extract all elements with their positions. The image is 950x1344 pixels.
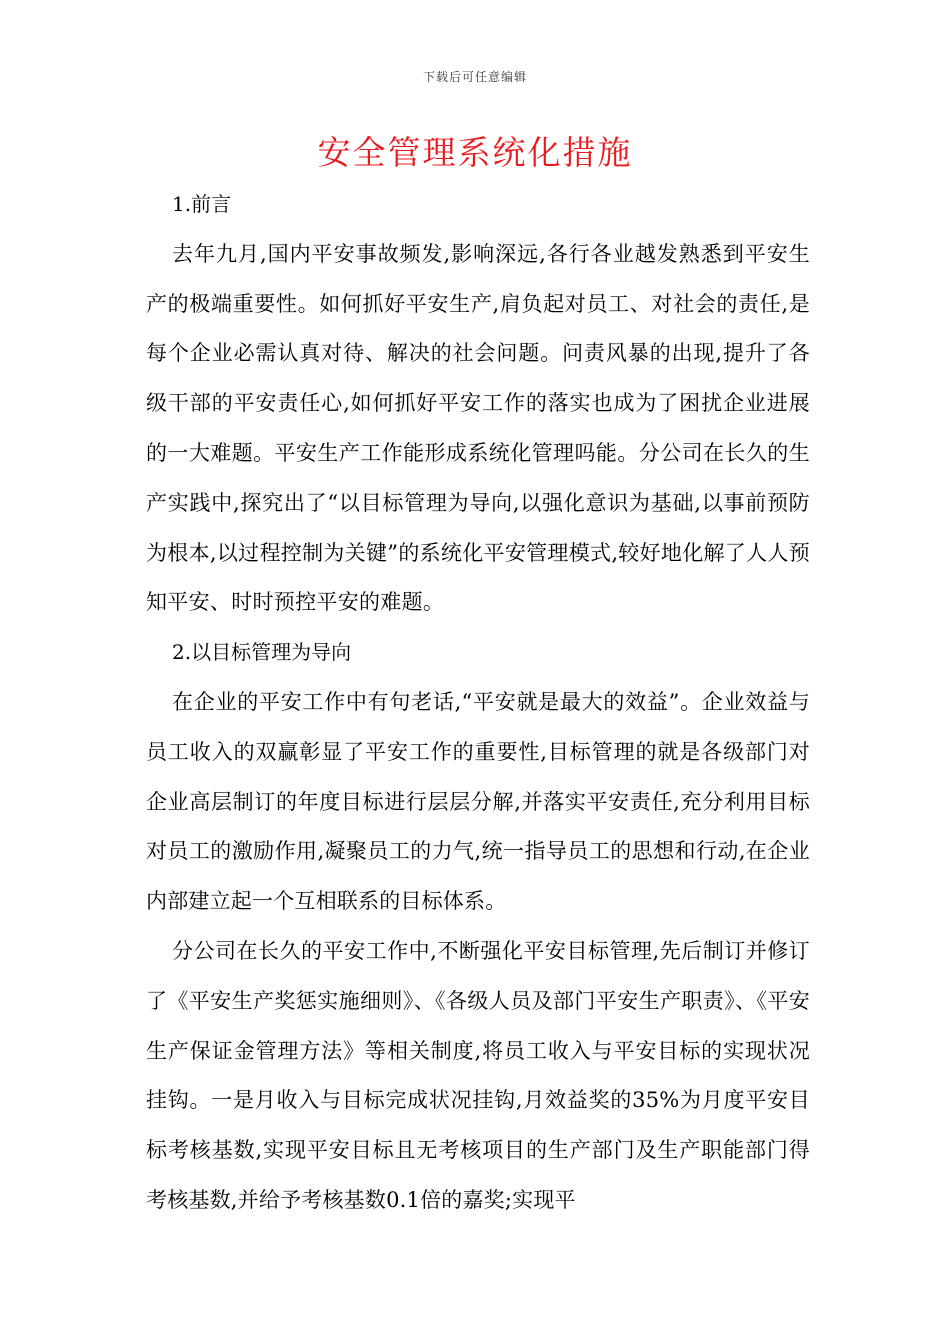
paragraph-preface: 去年九月,国内平安事故频发,影响深远,各行各业越发熟悉到平安生产的极端重要性。如何抓好平安生产,肩负起对员工、对社会的责任,是每个企业必需认真对待、解决的社会问题。问责风暴的出现,提升了各级干部的平安责任心,如何抓好平安工作的落实也成为了困扰企业进展的一大难题。平安生产工作能形成系统化管理吗能。分公司在长久的生产实践中,探究出了“以目标管理为导向,以强化意识为基础,以事前预防为根本,以过程控制为关键”的系统化平安管理模式,较好地化解了人人预知平安、时时预控平安的难题。 xyxy=(146,241,810,615)
paragraph-goal-management-2: 分公司在长久的平安工作中,不断强化平安目标管理,先后制订并修订了《平安生产奖惩实施细则》、《各级人员及部门平安生产职责》、《平安生产保证金管理方法》等相关制度,将员工收入与平安目标的实现状况挂钩。一是月收入与目标完成状况挂钩,月效益奖的35%为月度平安目标考核基数,实现平安目标且无考核项目的生产部门及生产职能部门得考核基数,并给予考核基数0.1倍的嘉奖;实现平 xyxy=(146,938,810,1212)
paragraph-goal-management-1: 在企业的平安工作中有句老话,“平安就是最大的效益”。企业效益与员工收入的双赢彰显了平安工作的重要性,目标管理的就是各级部门对企业高层制订的年度目标进行层层分解,并落实平安责任,充分利用目标对员工的激励作用,凝聚员工的力气,统一指导员工的思想和行动,在企业内部建立起一个互相联系的目标体系。 xyxy=(146,689,810,914)
document-body xyxy=(146,180,810,1226)
document-title: 安全管理系统化措施 xyxy=(317,133,633,172)
section-heading-preface: 1.前言 xyxy=(172,192,232,216)
section-heading-goal-management: 2.以目标管理为导向 xyxy=(172,640,352,665)
page-header-note: 下载后可任意编辑 xyxy=(422,70,527,84)
